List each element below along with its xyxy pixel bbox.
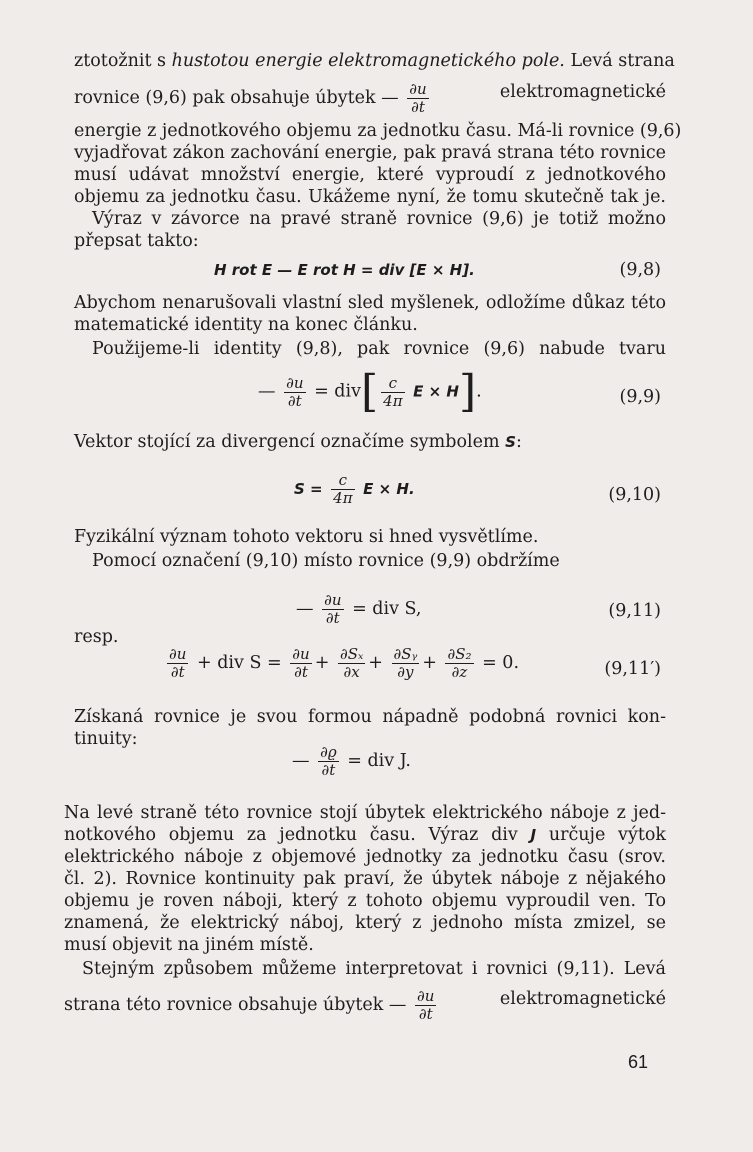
text-fragment: elektromagnetické <box>499 82 666 102</box>
text-line: objemu za jednotku času. Ukážeme nyní, že tomu skutečně tak je. <box>74 187 666 207</box>
equation-9-9: — $\frac{\partial u}{\partial t}$ = div[ $\frac{c}{4\pi}$ E × H]. <box>258 366 482 417</box>
text-line: objemu je roven náboji, který z tohoto objemu vyproudil ven. To <box>64 891 666 911</box>
text-line: Výraz v závorce na pravé straně rovnice (9,6) je totiž možno <box>92 209 666 229</box>
text-line: notkového objemu za jednotku času. Výraz div J určuje výtok <box>64 825 667 845</box>
equation-number: (9,11′) <box>604 659 661 679</box>
text-line-with-fraction <box>74 81 666 116</box>
text-line: Stejným způsobem můžeme interpretovat i rovnici (9,11). Levá <box>82 959 666 979</box>
text-line <box>74 50 675 72</box>
text-line: vyjadřovat zákon zachování energie, pak pravá strana této rovnice <box>74 143 666 163</box>
text-line: musí objevit na jiném místě. <box>64 935 314 955</box>
text-fragment: Levá strana <box>564 51 675 71</box>
text-line: přepsat takto: <box>74 231 199 251</box>
text-line: čl. 2). Rovnice kontinuity pak praví, že úbytek náboje z nějakého <box>64 869 666 889</box>
text-line: Vektor stojící za divergencí označíme symbolem S: <box>74 432 522 452</box>
text-fragment: rovnice (9,6) pak obsahuje úbytek — <box>74 88 399 108</box>
text-line: Abychom nenarušovali vlastní sled myšlenek, odložíme důkaz této <box>74 293 666 313</box>
equation-9-10: S = $\frac{c}{4\pi}$ E × H. <box>294 471 415 507</box>
equation-9-11-prime: $\frac{\partial u}{\partial t}$ + div S = $\frac{\partial u}{\partial t}$ + $\frac{\text{∂Sₓ}}{\partial x}$ + $\frac{\text{∂Sᵧ}}{\partial y}$ + $\frac{\text{∂S₂}}{\partial z}$ = 0. <box>169 645 520 681</box>
equation-9-11: — $\frac{\partial u}{\partial t}$ = div S, <box>296 591 422 627</box>
text-line: Na levé straně této rovnice stojí úbytek elektrického náboje z jed- <box>64 803 666 823</box>
equation-9-8: H rot E — E rot H = div [E × H]. <box>214 261 475 279</box>
text-line: elektrického náboje z objemové jednotky za jednotku času (srov. <box>64 847 666 867</box>
text-line-with-fraction: strana této rovnice obsahuje úbytek — $\frac{\partial u}{\partial t}$ elektromagnetické <box>64 987 666 1023</box>
text-line: Použijeme-li identity (9,8), pak rovnice (9,6) nabude tvaru <box>92 339 666 359</box>
text-line: tinuity: <box>74 729 138 749</box>
equation-number: (9,8) <box>619 260 661 280</box>
text-line: znamená, že elektrický náboj, který z jednoho místa zmizel, se <box>64 913 666 933</box>
equation-number: (9,9) <box>619 387 661 407</box>
fraction: $\frac{\partial u}{\partial t}$ <box>409 80 427 116</box>
text-line: musí udávat množství energie, které vyproudí z jednotkového <box>74 165 666 185</box>
text-line: Získaná rovnice je svou formou nápadně podobná rovnici kon- <box>74 707 666 727</box>
text-line: energie z jednotkového objemu za jednotku času. Má-li rovnice (9,6) <box>74 121 682 141</box>
text-line: Fyzikální význam tohoto vektoru si hned vysvětlíme. <box>74 527 539 547</box>
equation-continuity: — $\frac{\partial ϱ}{\partial t}$ = div J. <box>292 743 411 779</box>
text-fragment: ztotožnit s <box>74 51 172 71</box>
page-number: 61 <box>628 1052 649 1072</box>
text-line: matematické identity na konec článku. <box>74 315 418 335</box>
equation-number: (9,10) <box>608 485 661 505</box>
text-line: resp. <box>74 627 119 647</box>
equation-number: (9,11) <box>608 601 661 621</box>
text-line: Pomocí označení (9,10) místo rovnice (9,9) obdržíme <box>92 551 560 571</box>
italic-phrase: hustotou energie elektromagnetického pole. <box>171 51 565 71</box>
